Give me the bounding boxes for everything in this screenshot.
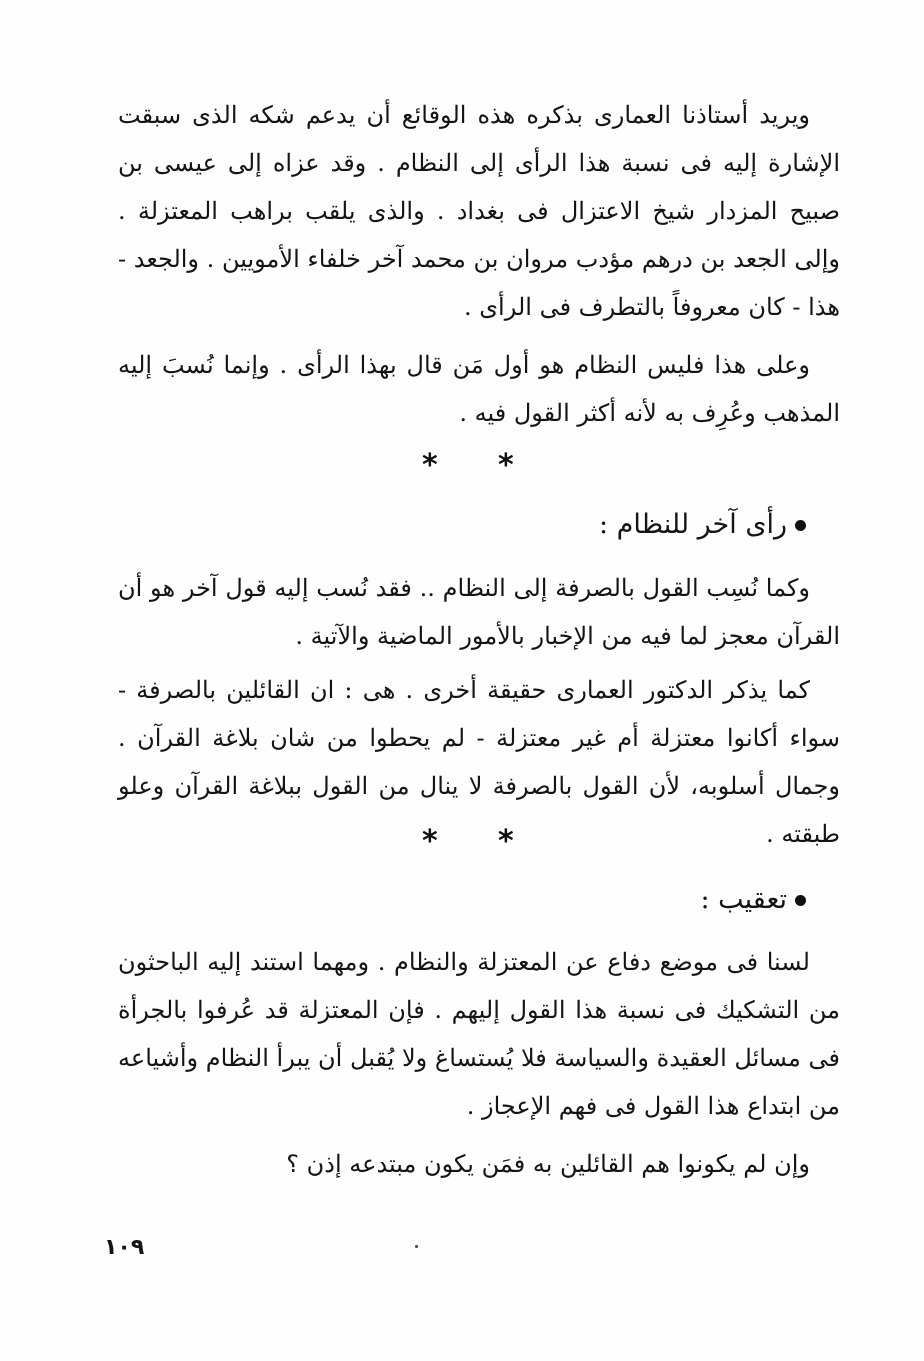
paragraph-4: كما يذكر الدكتور العمارى حقيقة أخرى . هى : ان القائلين بالصرفة - سواء أكانوا معتزلة أم غير معتزلة - لم يحطوا من شان بلاغة القرآن . وجمال أسلوبه، لأن القول بالصرفة لا ينال من القول ببلاغة القرآن وعلو طبقته .: [118, 676, 840, 848]
bullet-icon: [795, 895, 806, 906]
paragraph-1: ويريد أستاذنا العمارى بذكره هذه الوقائع أن يدعم شكه الذى سبقت الإشارة إليه فى نسبة هذا الرأى إلى النظام . وقد عزاه إلى عيسى بن صبيح المزدار شيخ الاعتزال فى بغداد . والذى يلقب براهب المعتزلة . وإلى الجعد بن درهم مؤدب مروان بن محمد آخر خلفاء الأمويين . والجعد - هذا - كان معروفاً بالتطرف فى الرأى .: [118, 101, 840, 321]
section-heading-2: [700, 880, 806, 920]
print-speck: [415, 1245, 418, 1248]
paragraph-2: وعلى هذا فليس النظام هو أول مَن قال بهذا الرأى . وإنما نُسبَ إليه المذهب وعُرِف به لأنه أكثر القول فيه .: [118, 351, 840, 427]
bullet-icon: [795, 520, 806, 531]
separator-star: *: [498, 824, 514, 859]
paragraph-6: وإن لم يكونوا هم القائلين به فمَن يكون مبتدعه إذن ؟: [286, 1150, 810, 1178]
paragraph-3: وكما نُسِب القول بالصرفة إلى النظام .. فقد نُسب إليه قول آخر هو أن القرآن معجز لما فيه من الإخبار بالأمور الماضية والآتية .: [118, 574, 840, 650]
page-number: ١٠٩: [104, 1235, 145, 1260]
separator-star: *: [422, 824, 438, 859]
paragraph-5: لسنا فى موضع دفاع عن المعتزلة والنظام . ومهما استند إليه الباحثون من التشكيك فى نسبة هذا القول إليهم . فإن المعتزلة قد عُرفوا بالجرأة فى مسائل العقيدة والسياسة فلا يُستساغ ولا يُقبل أن يبرأ النظام وأشياعه من ابتداع هذا القول فى فهم الإعجاز .: [118, 948, 840, 1120]
section-separator-2: [380, 822, 560, 862]
separator-star: *: [498, 448, 514, 483]
section-heading-2-text: تعقيب :: [700, 884, 787, 915]
section-separator-1: [380, 446, 560, 486]
separator-star: *: [422, 448, 438, 483]
section-heading-1-text: رأى آخر للنظام :: [598, 509, 787, 540]
section-heading-1: [599, 505, 806, 545]
